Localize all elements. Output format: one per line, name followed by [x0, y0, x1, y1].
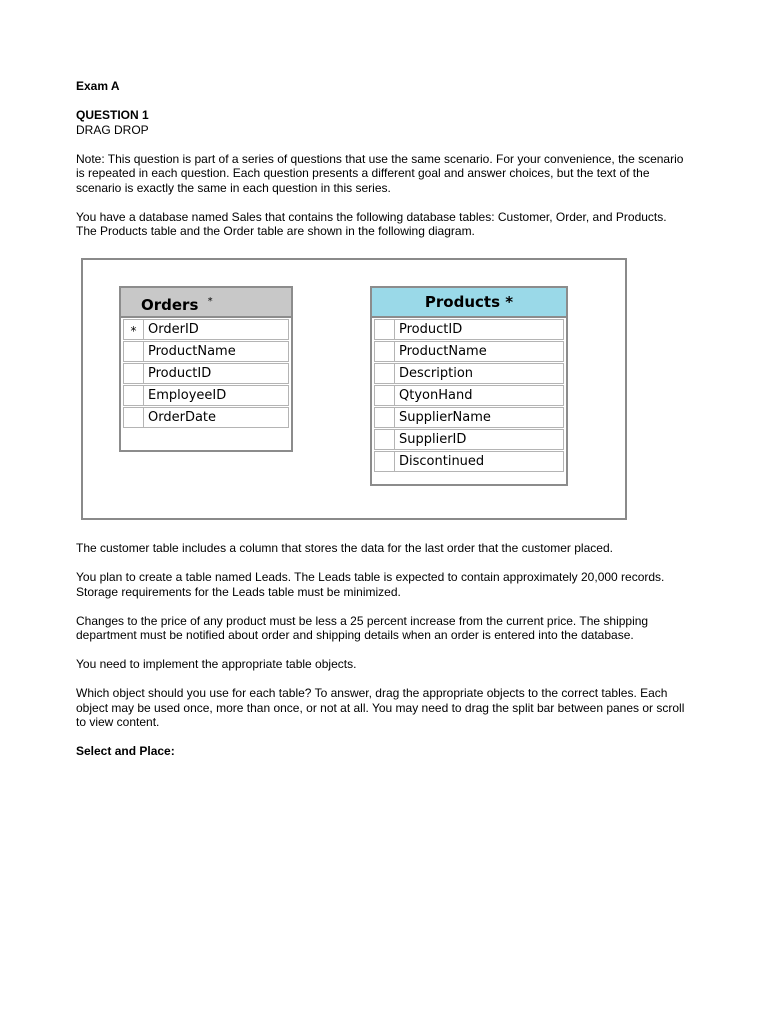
column-name: Description: [399, 366, 474, 381]
note-paragraph: Note: This question is part of a series of questions that use the same scenario. For your convenience, the scenario is repeated in each question. Each question presents a different goal and answer choices, but the text of the scenario is exactly the same in each question in this series.: [76, 151, 684, 195]
row-selector: [124, 408, 144, 427]
column-name: SupplierName: [399, 410, 491, 425]
orders-column-row: [123, 341, 289, 362]
orders-table: [119, 286, 293, 452]
column-name: ProductName: [399, 344, 487, 359]
column-name: OrderDate: [148, 410, 217, 425]
customer-paragraph: The customer table includes a column that stores the data for the last order that the customer placed.: [76, 541, 613, 555]
products-column-row: [374, 385, 564, 406]
products-table-title: Products *: [424, 293, 514, 311]
row-selector: *: [124, 320, 144, 339]
products-column-row: [374, 363, 564, 384]
products-column-row: [374, 451, 564, 472]
scenario-text: [76, 541, 686, 759]
orders-table-marker: *: [207, 296, 213, 307]
products-column-row: [374, 407, 564, 428]
orders-column-row: [123, 407, 289, 428]
need-paragraph: You need to implement the appropriate table objects.: [76, 657, 357, 671]
orders-column-row: [123, 363, 289, 384]
row-selector: [124, 364, 144, 383]
column-name: QtyonHand: [399, 388, 473, 403]
column-name: ProductName: [148, 344, 236, 359]
changes-paragraph: Changes to the price of any product must be less a 25 percent increase from the current price. The shipping department must be notified about order and shipping details when an order is entered into the database.: [76, 613, 649, 642]
column-name: OrderID: [148, 322, 199, 337]
column-name: ProductID: [148, 366, 212, 381]
question-number: QUESTION 1: [76, 108, 149, 122]
which-paragraph: Which object should you use for each table? To answer, drag the appropriate objects to the correct tables. Each object may be used once, more than once, or not at all. You may need to drag the split bar between panes or scroll to view content.: [76, 686, 685, 729]
question-type: DRAG DROP: [76, 122, 149, 137]
column-name: EmployeeID: [148, 388, 227, 403]
column-name: ProductID: [399, 322, 463, 337]
intro-paragraph: You have a database named Sales that contains the following database tables: Customer, Order, and Products. The Products table and the Order table are shown in the following diagram.: [76, 209, 667, 238]
leads-paragraph: You plan to create a table named Leads. The Leads table is expected to contain approximately 20,000 records. Storage requirements for the Leads table must be minimized.: [76, 570, 665, 599]
row-selector: [375, 408, 395, 427]
column-name: Discontinued: [399, 454, 485, 469]
row-selector: [375, 430, 395, 449]
orders-column-row: [123, 385, 289, 406]
row-selector: [375, 320, 395, 339]
products-column-row: [374, 319, 564, 340]
products-column-row: [374, 429, 564, 450]
row-selector: [124, 342, 144, 361]
row-selector: [375, 386, 395, 405]
orders-column-row: [123, 319, 289, 340]
exam-title: Exam A: [76, 79, 120, 93]
products-table: [370, 286, 568, 486]
row-selector: [375, 452, 395, 471]
row-selector: [375, 364, 395, 383]
database-diagram: [81, 258, 627, 520]
products-table-header: [372, 288, 566, 318]
row-selector: [375, 342, 395, 361]
orders-table-header: [121, 288, 291, 318]
select-and-place-label: Select and Place:: [76, 744, 175, 758]
question-text: [76, 79, 686, 239]
orders-table-title: Orders: [141, 296, 199, 314]
column-name: SupplierID: [399, 432, 467, 447]
products-column-row: [374, 341, 564, 362]
row-selector: [124, 386, 144, 405]
